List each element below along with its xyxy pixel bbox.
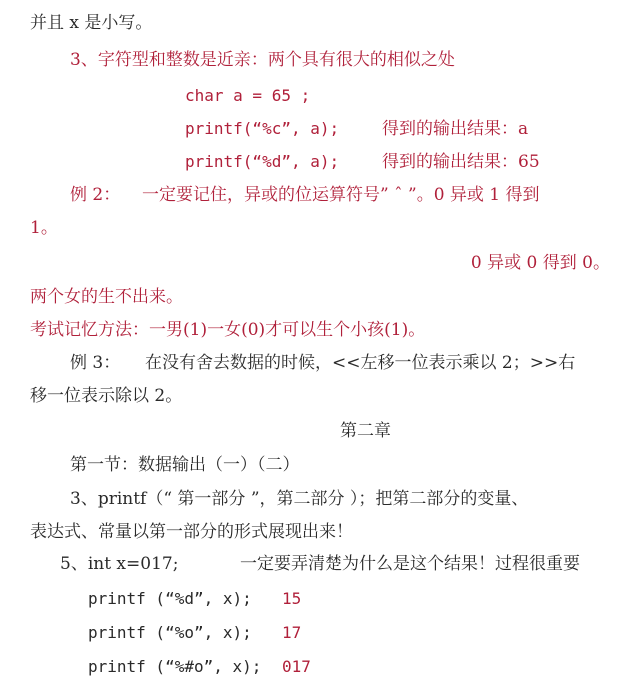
exam-memory-method: 考试记忆方法：一男(1)一女(0)才可以生个小孩(1)。 (30, 320, 426, 340)
output-15: 15 (282, 589, 302, 608)
example-3-label: 例 3： (70, 353, 121, 373)
section-heading: 第一节：数据输出（一）（二） (70, 455, 300, 475)
code-printf-hash-o-x: printf (“%#o”, x); (88, 657, 262, 676)
code-line-char: char a = 65 ; (185, 86, 311, 105)
text-line-2: 3、字符型和整数是近亲：两个具有很大的相似之处 (70, 50, 455, 70)
example-2-text: 一定要记住，异或的位运算符号” ˆ ”。0 异或 1 得到 (142, 185, 540, 205)
example-3-continuation: 移一位表示除以 2。 (30, 386, 183, 406)
printf-explanation-continuation: 表达式、常量以第一部分的形式展现出来！ (30, 522, 353, 542)
example-3-text: 在没有舍去数据的时候，<<左移一位表示乘以 2；>>右 (145, 353, 576, 373)
code-line-printf-c: printf(“%c”, a); (185, 119, 340, 138)
code-printf-o-x: printf (“%o”, x); (88, 623, 252, 642)
important-note: 一定要弄清楚为什么是这个结果！过程很重要 (240, 554, 580, 574)
code-printf-d-x: printf (“%d”, x); (88, 589, 252, 608)
output-17: 17 (282, 623, 302, 642)
output-017: 017 (282, 657, 311, 676)
printf-explanation-line: 3、printf（“ 第一部分 ”，第二部分 ）；把第二部分的变量、 (70, 489, 529, 509)
xor-result-line: 0 异或 0 得到 0。 (470, 253, 610, 273)
text-line-1: 并且 x 是小写。 (30, 13, 153, 33)
memory-hint-line: 两个女的生不出来。 (30, 287, 183, 307)
result-line-printf-c: 得到的输出结果：a (382, 119, 529, 139)
example-2-continuation: 1。 (30, 218, 58, 238)
chapter-heading: 第二章 (340, 421, 391, 441)
code-line-printf-d: printf(“%d”, a); (185, 152, 340, 171)
result-line-printf-d: 得到的输出结果：65 (382, 152, 540, 172)
int-declaration-line: 5、int x=017; (60, 554, 179, 574)
example-2-label: 例 2： (70, 185, 121, 205)
